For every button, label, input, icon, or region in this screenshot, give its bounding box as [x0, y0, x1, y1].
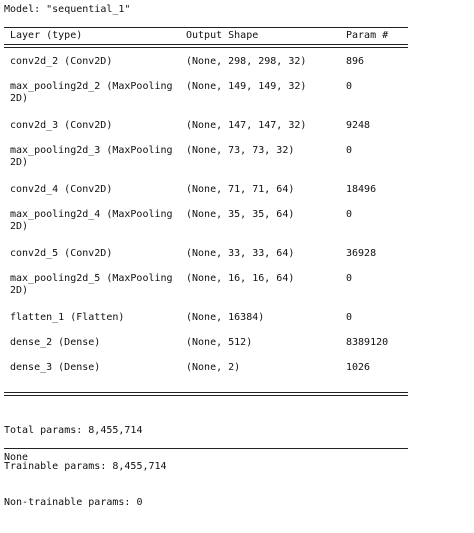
layer-row — [4, 362, 408, 388]
table-header — [4, 30, 408, 42]
layer-output-shape: (None, 2) — [186, 362, 241, 373]
layer-param-count: 9248 — [346, 120, 371, 131]
layer-output-shape: (None, 298, 298, 32) — [186, 56, 307, 67]
layer-name: max_pooling2d_3 (MaxPooling 2D) — [10, 145, 179, 168]
trainable-params: Trainable params: 8,455,714 — [4, 461, 167, 472]
layer-row — [4, 209, 408, 235]
row-spacer — [4, 74, 408, 75]
layer-name: max_pooling2d_4 (MaxPooling 2D) — [10, 209, 179, 232]
layer-param-count: 1026 — [346, 362, 371, 373]
header-output-shape: Output Shape — [186, 30, 259, 41]
layer-output-shape: (None, 35, 35, 64) — [186, 209, 295, 220]
layer-name: max_pooling2d_2 (MaxPooling 2D) — [10, 81, 179, 104]
layer-row — [4, 184, 408, 210]
layer-output-shape: (None, 512) — [186, 337, 253, 348]
layer-row — [4, 248, 408, 274]
top-separator — [4, 27, 408, 28]
layer-row — [4, 337, 408, 363]
layer-param-count: 0 — [346, 81, 353, 92]
bottom-separator — [4, 448, 408, 449]
non-trainable-params: Non-trainable params: 0 — [4, 497, 143, 508]
layer-row — [4, 145, 408, 171]
model-name-line: Model: "sequential_1" — [4, 4, 131, 15]
layer-row — [4, 56, 408, 82]
layer-param-count: 36928 — [346, 248, 377, 259]
layer-name: conv2d_5 (Conv2D) — [10, 248, 113, 259]
layer-param-count: 8389120 — [346, 337, 389, 348]
header-param-count: Param # — [346, 30, 389, 41]
layer-name: conv2d_2 (Conv2D) — [10, 56, 113, 67]
layer-param-count: 896 — [346, 56, 365, 67]
layer-output-shape: (None, 16384) — [186, 312, 265, 323]
layer-row — [4, 273, 408, 299]
total-params: Total params: 8,455,714 — [4, 425, 143, 436]
layer-output-shape: (None, 71, 71, 64) — [186, 184, 295, 195]
layer-name: max_pooling2d_5 (MaxPooling 2D) — [10, 273, 179, 296]
layer-name: dense_3 (Dense) — [10, 362, 101, 373]
layer-name: conv2d_4 (Conv2D) — [10, 184, 113, 195]
param-totals — [4, 401, 167, 533]
layer-output-shape: (None, 147, 147, 32) — [186, 120, 307, 131]
layer-output-shape: (None, 33, 33, 64) — [186, 248, 295, 259]
layer-row — [4, 312, 408, 338]
layer-output-shape: (None, 149, 149, 32) — [186, 81, 307, 92]
layer-param-count: 0 — [346, 209, 353, 220]
layer-param-count: 0 — [346, 145, 353, 156]
layer-row — [4, 81, 408, 107]
footer-double-separator — [4, 392, 408, 396]
layer-name: flatten_1 (Flatten) — [10, 312, 125, 323]
layer-output-shape: (None, 16, 16, 64) — [186, 273, 295, 284]
layer-name: dense_2 (Dense) — [10, 337, 101, 348]
layer-param-count: 0 — [346, 273, 353, 284]
layer-param-count: 0 — [346, 312, 353, 323]
layer-output-shape: (None, 73, 73, 32) — [186, 145, 295, 156]
header-layer-type: Layer (type) — [10, 30, 83, 41]
header-double-separator — [4, 44, 408, 48]
layer-name: conv2d_3 (Conv2D) — [10, 120, 113, 131]
return-value: None — [4, 452, 29, 463]
layer-row — [4, 120, 408, 146]
layer-param-count: 18496 — [346, 184, 377, 195]
